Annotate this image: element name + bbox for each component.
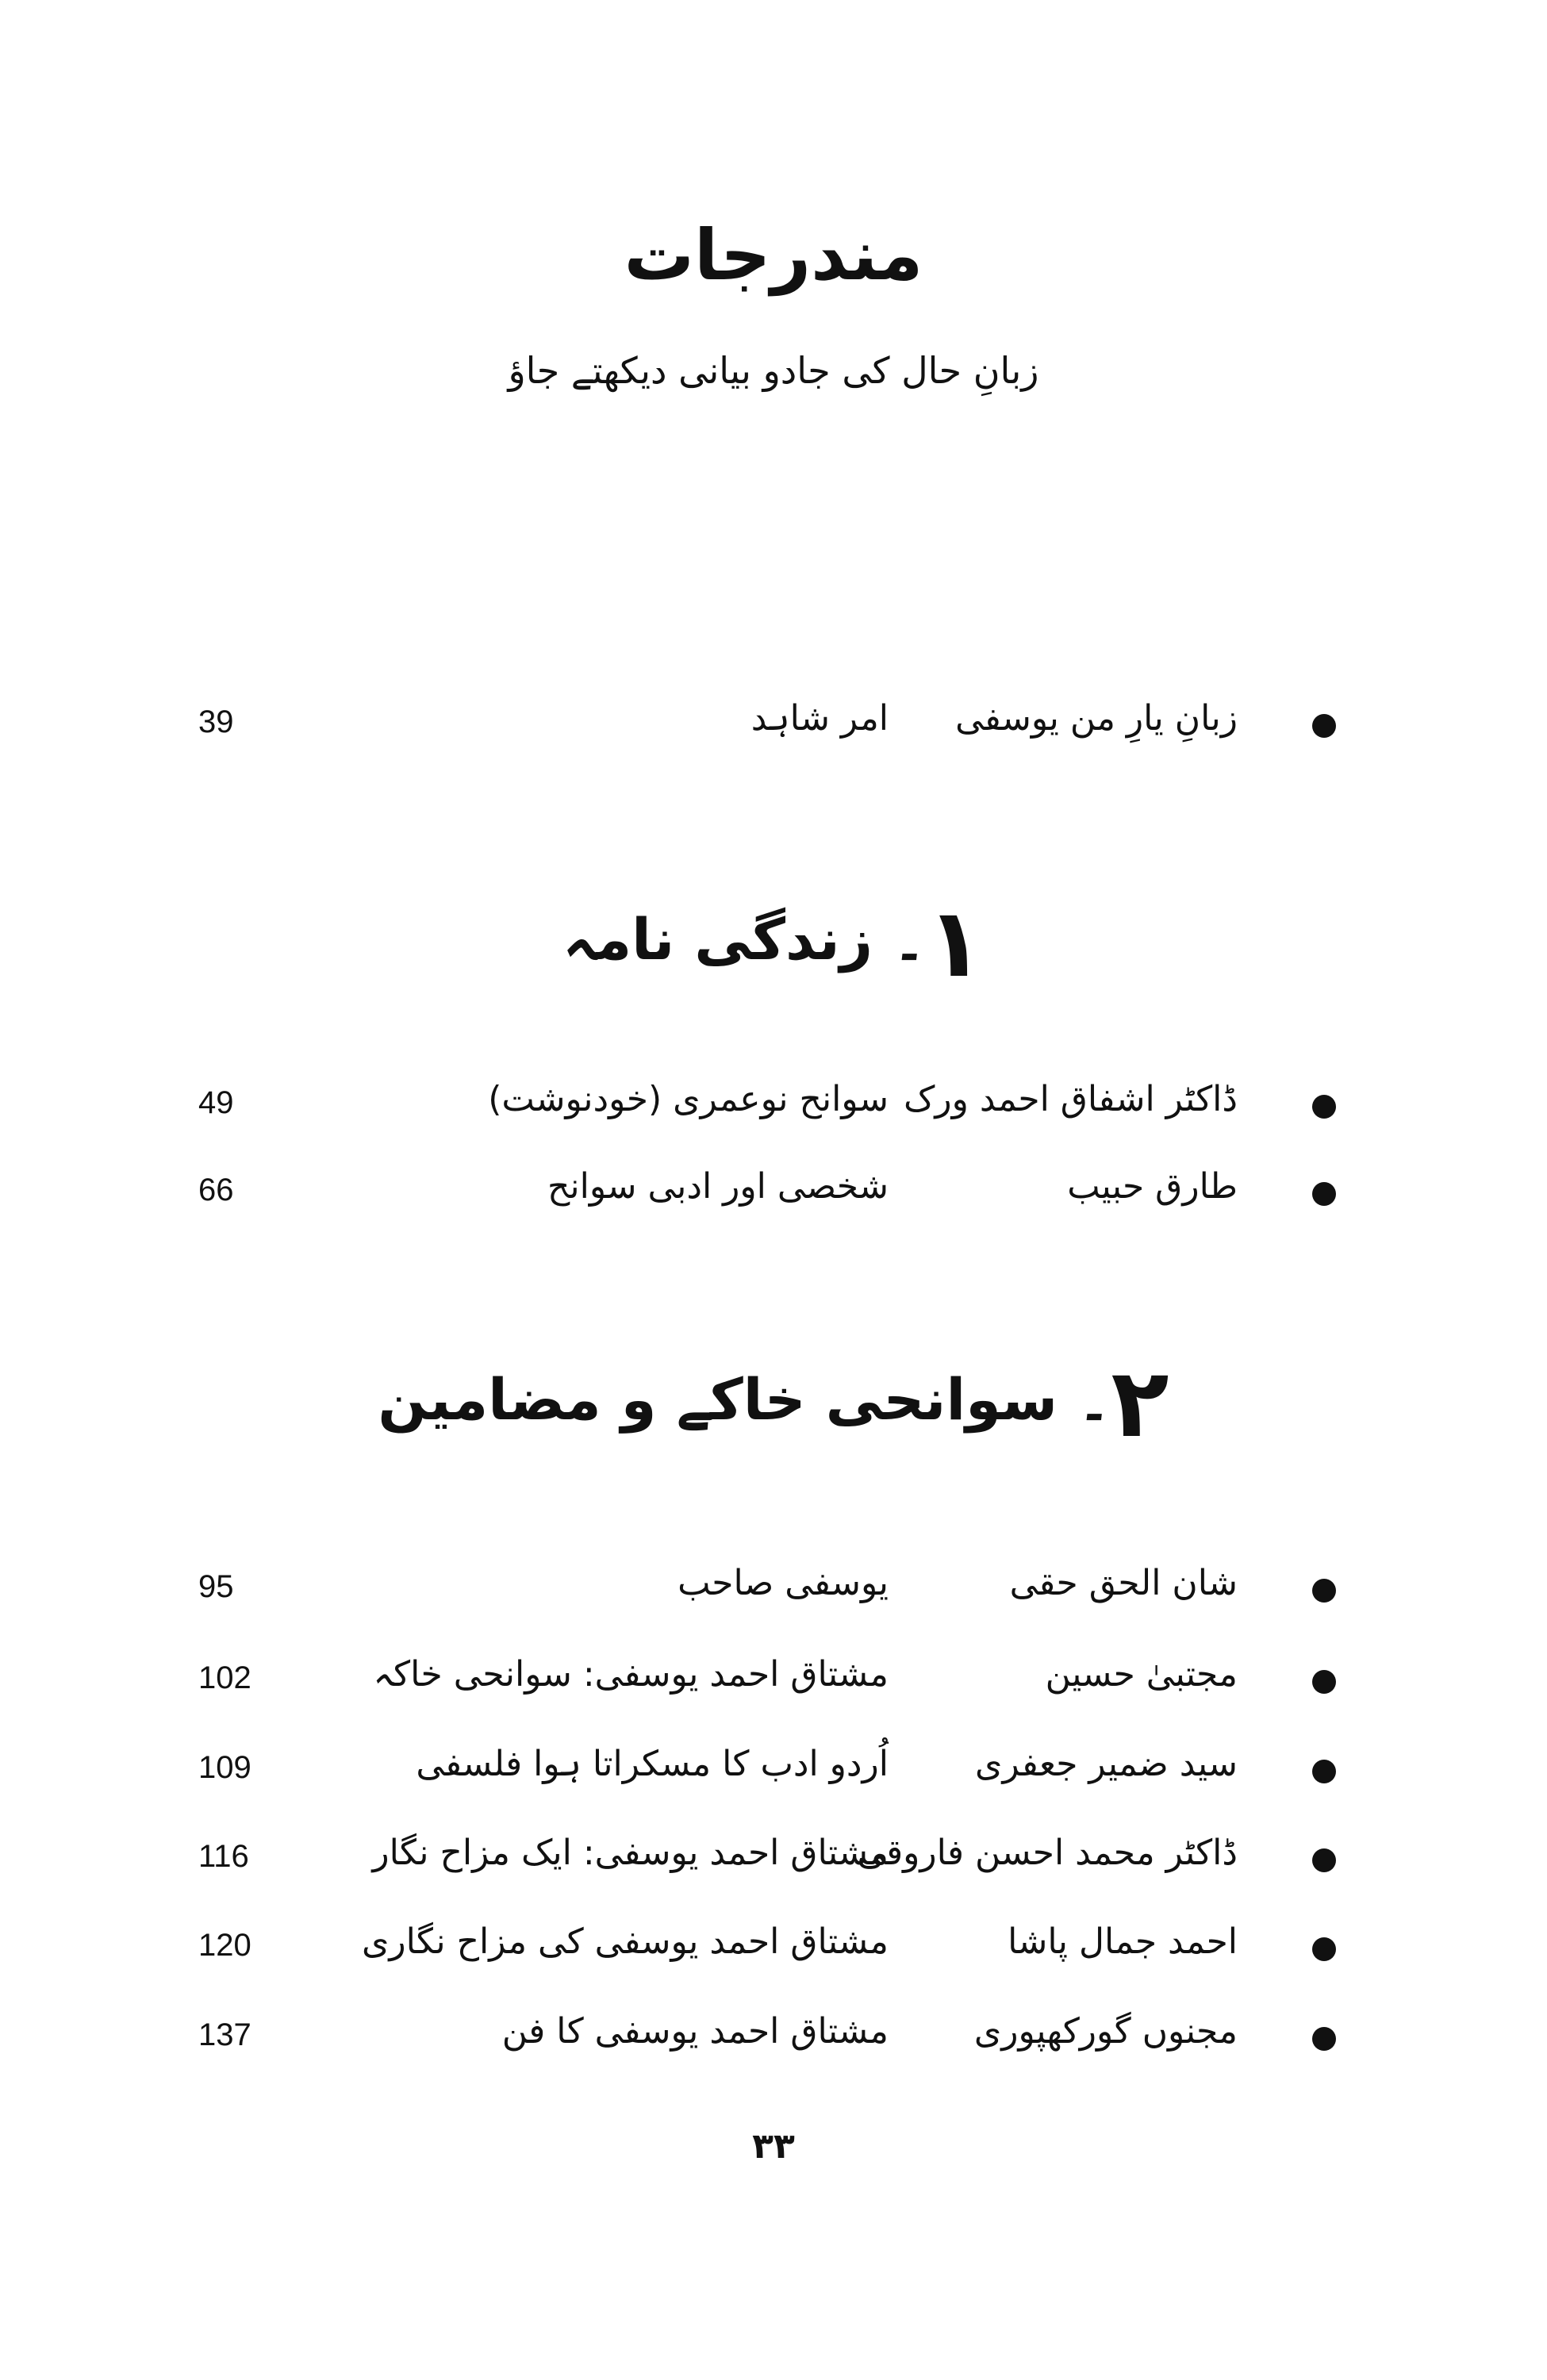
bullet-icon [1312,1095,1336,1119]
entry-title: امر شاہد [750,698,889,739]
bullet-icon [1312,1182,1336,1206]
bullet-icon [1312,2027,1336,2051]
entry-author: سید ضمیر جعفری [975,1744,1238,1784]
section-title: ۔ زندگی نامہ [562,906,927,973]
entry-page-number: 116 [198,1839,249,1874]
toc-entry[interactable] [0,698,1547,770]
section-heading-1 [0,889,1547,999]
bullet-icon [1312,1937,1336,1961]
toc-entry[interactable] [0,2011,1547,2082]
bullet-icon [1312,1848,1336,1872]
entry-page-number: 102 [198,1660,251,1695]
entry-title: مشتاق احمد یوسفی: سوانحی خاکہ [373,1654,889,1695]
bullet-icon [1312,1579,1336,1603]
entry-page-number: 39 [198,704,234,739]
entry-page-number: 95 [198,1569,234,1604]
entry-title: شخصی اور ادبی سوانح [547,1166,889,1207]
entry-author: زبانِ یارِ من یوسفی [955,698,1238,739]
toc-entry[interactable] [0,1833,1547,1904]
bullet-icon [1312,1760,1336,1783]
entry-page-number: 49 [198,1085,234,1120]
section-title: ۔ سوانحی خاکے و مضامین [378,1366,1111,1434]
entry-author: طارق حبیب [1067,1166,1238,1207]
toc-entry[interactable] [0,1921,1547,1993]
bullet-icon [1312,714,1336,738]
entry-page-number: 137 [198,2017,251,2052]
page-number: ۳۳ [752,2126,795,2167]
toc-entry[interactable] [0,1563,1547,1634]
toc-entry[interactable] [0,1166,1547,1238]
entry-page-number: 66 [198,1173,234,1207]
toc-entry[interactable] [0,1079,1547,1150]
entry-author: احمد جمال پاشا [1008,1921,1238,1962]
bullet-icon [1312,1670,1336,1694]
entry-title: اُردو ادب کا مسکراتا ہوا فلسفی [416,1744,889,1784]
contents-subtitle: زبانِ حال کی جادو بیانی دیکھتے جاؤ [508,349,1039,392]
toc-entry[interactable] [0,1654,1547,1726]
contents-title: مندرجات [624,214,923,296]
entry-page-number: 120 [198,1928,251,1963]
section-heading-2 [0,1349,1547,1459]
toc-entry[interactable] [0,1744,1547,1815]
entry-title: مشتاق احمد یوسفی: ایک مزاح نگار [372,1833,889,1873]
section-number: ۱ [926,889,985,999]
entry-author: ڈاکٹر محمد احسن فاروقی [857,1833,1238,1873]
entry-page-number: 109 [198,1750,251,1785]
entry-title: مشتاق احمد یوسفی کی مزاح نگاری [361,1921,889,1962]
entry-title: سوانح نوعمری (خودنوشت) [488,1079,889,1119]
entry-title: یوسفی صاحب [678,1563,889,1603]
entry-author: مجتبیٰ حسین [1045,1654,1238,1695]
entry-author: مجنوں گورکھپوری [973,2011,1238,2052]
entry-title: مشتاق احمد یوسفی کا فن [501,2011,889,2052]
section-number: ۲ [1111,1349,1169,1459]
entry-author: ڈاکٹر اشفاق احمد ورک [903,1079,1238,1119]
entry-author: شان الحق حقی [1009,1563,1238,1603]
